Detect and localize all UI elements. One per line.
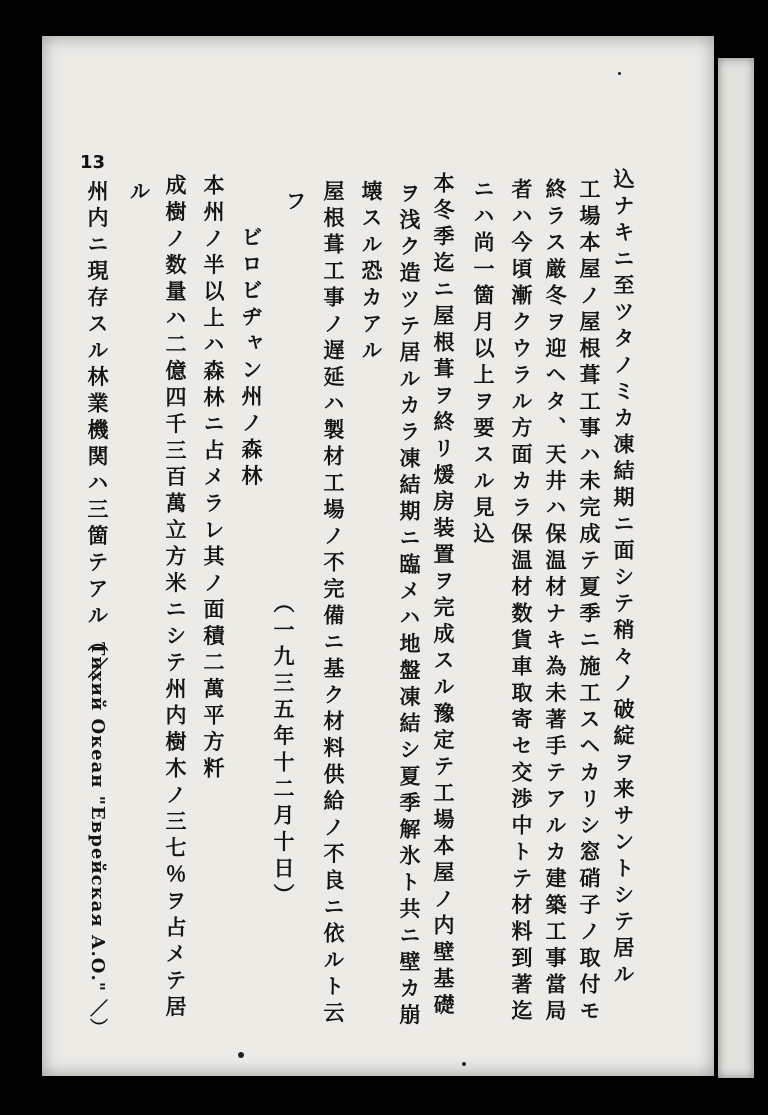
date-line: （一九三五年十二月十日）	[271, 592, 296, 910]
scan-speck	[238, 1052, 244, 1058]
text-column-7: ヲ浅ク造ツテ居ルカラ凍結期ニ臨メハ地盤凍結シ夏季解氷ト共ニ壁カ崩	[397, 182, 422, 1030]
text-column-10: フ	[283, 190, 308, 217]
text-column-9: 屋根葺工事ノ遅延ハ製材工場ノ不完備ニ基ク材料供給ノ不良ニ依ルト云	[321, 180, 346, 1028]
page-number: 13	[80, 152, 106, 173]
text-column-11: 本州ノ半以上ハ森林ニ占メラレ其ノ面積二萬平方粁	[201, 174, 226, 784]
section-heading: ビロビヂャン州ノ森林	[239, 226, 264, 491]
text-column-13: ル	[127, 180, 152, 207]
adjacent-page-edge	[718, 58, 754, 1078]
text-column-3: 終ラス厳冬ヲ迎ヘタ、天井ハ保温材ナキ為未著手テアルカ建築工事當局	[543, 178, 568, 1026]
text-column-6: 本冬季迄ニ屋根葺ヲ終リ煖房装置ヲ完成スル豫定テ工場本屋ノ内壁基礎	[431, 172, 456, 1020]
text-column-5: ニハ尚一箇月以上ヲ要スル見込	[471, 178, 496, 549]
scan-speck	[618, 72, 621, 75]
text-column-1: 込ナキニ至ツタノミカ凍結期ニ面シテ稍々ノ破綻ヲ来サントシテ居ル	[611, 168, 636, 990]
text-column-2: 工場本屋ノ屋根葺工事ハ未完成テ夏季ニ施工スヘカリシ窓硝子ノ取付モ	[577, 178, 602, 1026]
scan-speck	[462, 1062, 466, 1066]
text-column-4: 者ハ今頃漸クウラル方面カラ保温材数貨車取寄セ交渉中トテ材料到著迄	[509, 178, 534, 1026]
text-column-8: 壊スル恐カアル	[359, 180, 384, 366]
source-citation: Тихий Океан "Еврейская А.О." ／）	[87, 642, 108, 1038]
text-column-12: 成樹ノ数量ハ二億四千三百萬立方米ニシテ州内樹木ノ三七％ヲ占メテ居	[163, 174, 188, 1022]
text-column-14: 州内ニ現存スル林業機関ハ三箇テアル（／	[85, 180, 110, 684]
